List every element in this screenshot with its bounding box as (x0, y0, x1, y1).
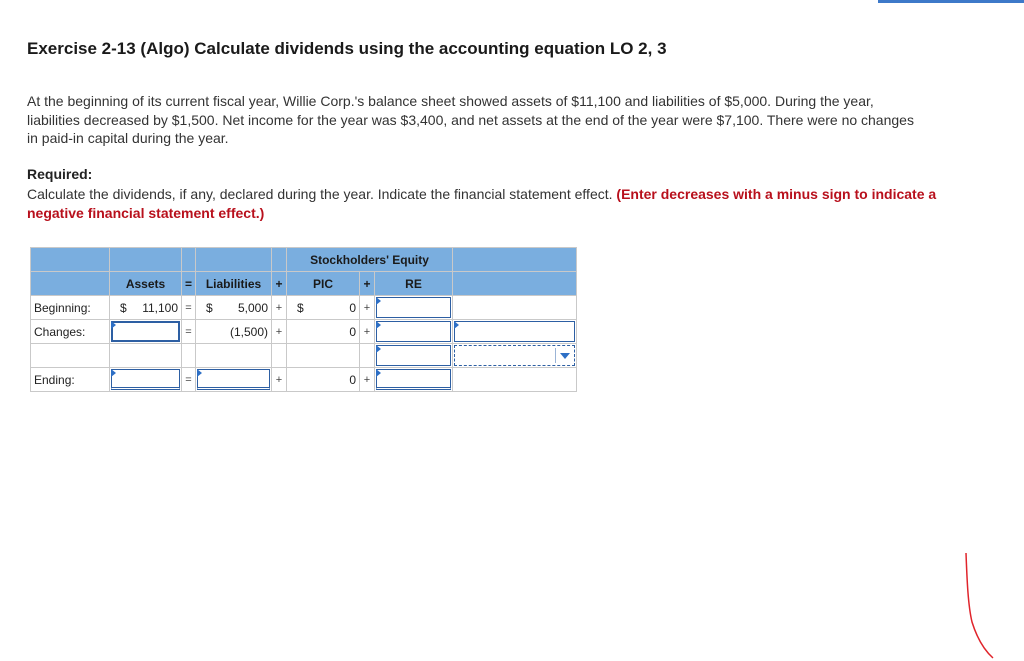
input-marker-icon (197, 369, 202, 377)
header-row-columns (31, 272, 577, 296)
re-blank-cell (375, 344, 453, 368)
assets-beginning-value: 11,100 (142, 300, 178, 315)
input-marker-icon (111, 321, 116, 329)
pic-changes-value: 0 (287, 320, 360, 344)
assets-ending-input[interactable] (111, 369, 180, 390)
empty-cell (453, 368, 577, 392)
blank-row (31, 344, 577, 368)
header-cell (453, 248, 577, 272)
row-label: Ending: (31, 368, 110, 392)
re-changes-cell (375, 320, 453, 344)
liabilities-beginning-value: 5,000 (237, 300, 268, 315)
empty-cell (287, 344, 360, 368)
re-beginning-input[interactable] (376, 297, 451, 318)
plus-sign: + (272, 320, 287, 344)
header-cell (31, 272, 110, 296)
header-row-group (31, 248, 577, 272)
header-cell (453, 272, 577, 296)
effect-select-cell (453, 344, 577, 368)
row-label: Beginning: (31, 296, 110, 320)
empty-cell (110, 344, 182, 368)
plus-sign: + (360, 320, 375, 344)
required-instructions (27, 185, 952, 222)
liabilities-ending-input[interactable] (197, 369, 270, 390)
problem-text: At the beginning of its current fiscal year, Willie Corp.'s balance sheet showed assets of $11,100 and liabilities of $5,000. During the year, liabilities decreased by $1,500. Net income for the year was $3,400, and net assets at the end of the year were $7,100. There were no changes in paid-in capital during the year. (27, 93, 914, 146)
page-title: Exercise 2-13 (Algo) Calculate dividends using the accounting equation LO 2, 3 (27, 39, 667, 58)
effect-changes-input[interactable] (454, 321, 575, 342)
top-accent-bar (878, 0, 1024, 3)
re-beginning-cell (375, 296, 453, 320)
input-marker-icon (376, 345, 381, 353)
plus-sign: + (272, 368, 287, 392)
plus-sign: + (360, 272, 375, 296)
equals-sign: = (182, 272, 196, 296)
pic-beginning-cell (287, 296, 360, 320)
pen-stroke (966, 553, 993, 658)
input-marker-icon (376, 369, 381, 377)
currency-sign: $ (206, 300, 213, 315)
plus-sign: + (360, 296, 375, 320)
equals-sign: = (182, 368, 196, 392)
liabilities-ending-cell (196, 368, 272, 392)
effect-changes-cell (453, 320, 577, 344)
plus-sign: + (360, 368, 375, 392)
empty-cell (196, 344, 272, 368)
equals-sign: = (182, 296, 196, 320)
plus-sign: + (272, 296, 287, 320)
empty-cell (272, 344, 287, 368)
currency-sign: $ (297, 300, 304, 315)
dropdown-arrow[interactable] (555, 348, 574, 363)
liabilities-header: Liabilities (196, 272, 272, 296)
stockholders-equity-header: Stockholders' Equity (287, 248, 453, 272)
accounting-equation-table (30, 247, 577, 392)
input-marker-icon (376, 321, 381, 329)
pic-ending-value: 0 (287, 368, 360, 392)
re-ending-input[interactable] (376, 369, 451, 390)
empty-cell (182, 344, 196, 368)
header-cell (31, 248, 110, 272)
liabilities-changes-value: (1,500) (196, 320, 272, 344)
pic-header: PIC (287, 272, 360, 296)
assets-header: Assets (110, 272, 182, 296)
row-label: Changes: (31, 320, 110, 344)
effect-dropdown[interactable] (454, 345, 575, 366)
required-text: Calculate the dividends, if any, declared during the year. Indicate the financial statement effect. (27, 186, 613, 202)
required-heading: Required: (27, 166, 93, 182)
re-ending-cell (375, 368, 453, 392)
empty-cell (453, 296, 577, 320)
liabilities-beginning-cell (196, 296, 272, 320)
assets-changes-cell (110, 320, 182, 344)
header-cell (182, 248, 196, 272)
equals-sign: = (182, 320, 196, 344)
pic-beginning-value: 0 (349, 300, 356, 315)
required-note: (Enter decreases with a minus sign to indicate a negative financial statement effect.) (27, 186, 937, 221)
re-changes-input[interactable] (376, 321, 451, 342)
input-marker-icon (376, 297, 381, 305)
header-cell (196, 248, 272, 272)
re-header: RE (375, 272, 453, 296)
input-marker-icon (111, 369, 116, 377)
beginning-row (31, 296, 577, 320)
re-blank-input[interactable] (376, 345, 451, 366)
red-pen-annotation (960, 550, 1000, 661)
header-cell (110, 248, 182, 272)
chevron-down-icon (560, 353, 570, 359)
plus-sign: + (272, 272, 287, 296)
header-cell (272, 248, 287, 272)
input-marker-icon (454, 321, 459, 329)
row-label (31, 344, 110, 368)
ending-row (31, 368, 577, 392)
empty-cell (360, 344, 375, 368)
assets-ending-cell (110, 368, 182, 392)
currency-sign: $ (120, 300, 127, 315)
assets-beginning-cell (110, 296, 182, 320)
changes-row (31, 320, 577, 344)
assets-changes-input[interactable] (111, 321, 180, 342)
